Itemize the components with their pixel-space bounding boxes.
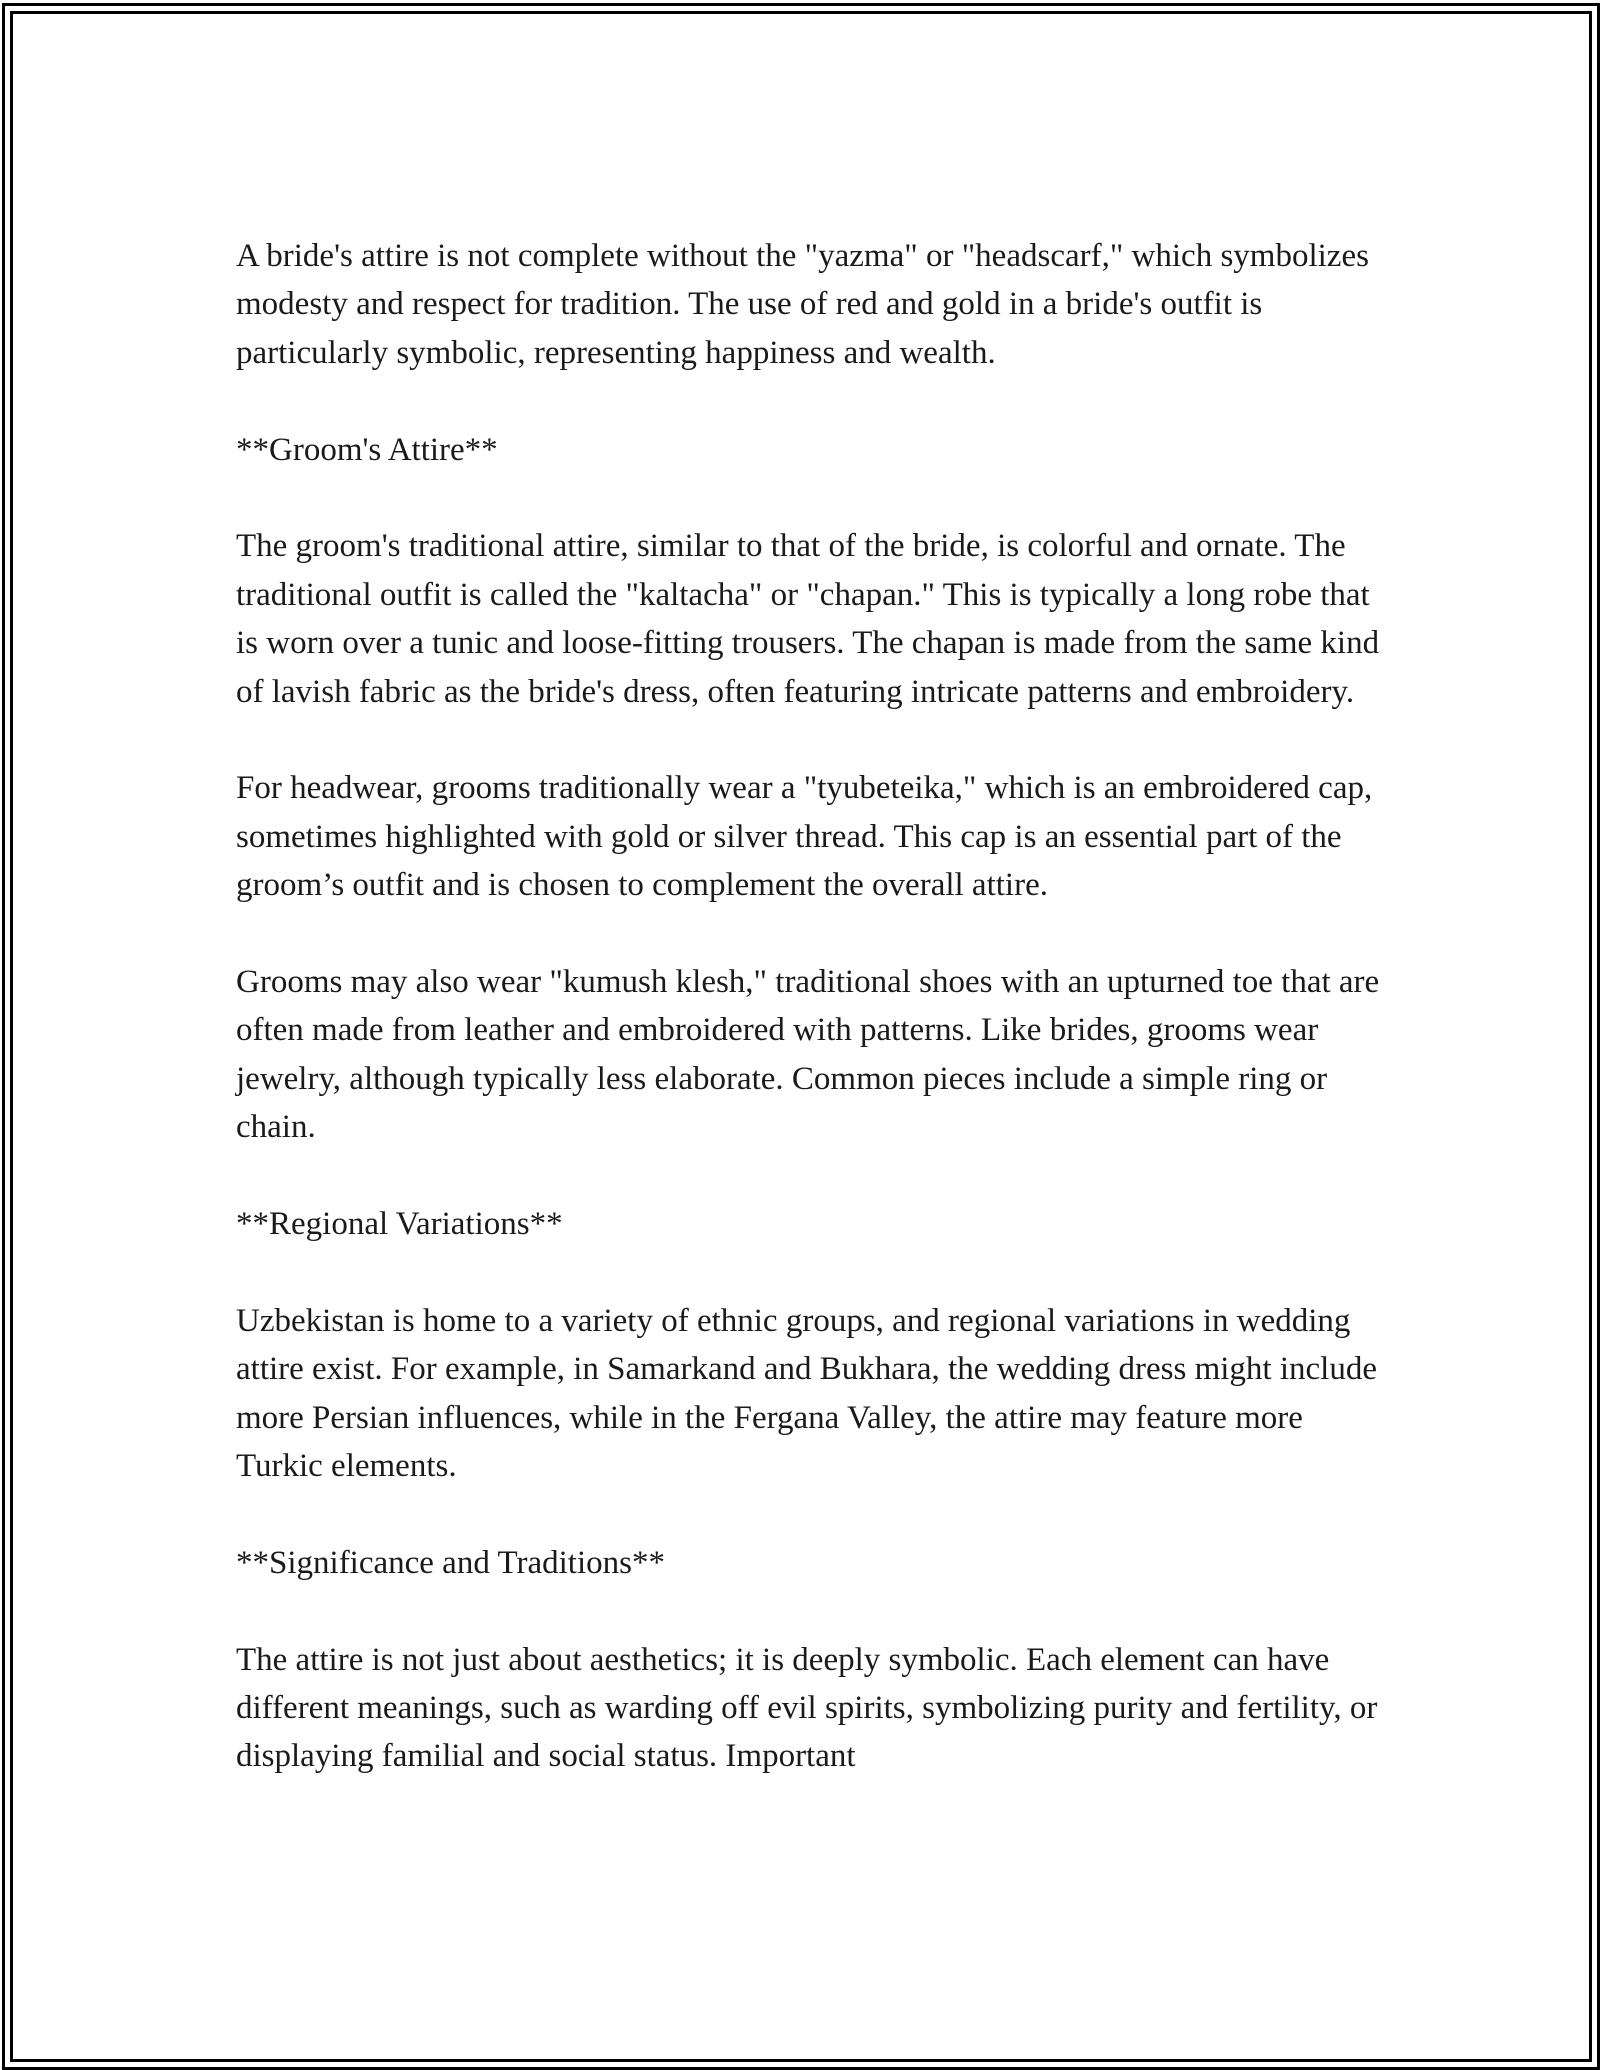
heading-grooms-attire: **Groom's Attire**: [236, 431, 498, 468]
heading-significance-traditions: **Significance and Traditions**: [236, 1544, 665, 1581]
heading-regional-variations: **Regional Variations**: [236, 1206, 563, 1243]
page-body: [236, 232, 1386, 1781]
paragraph-bride-headscarf: A bride's attire is not complete without the "yazma" or "headscarf," which symbolizes modesty and respect for tradition. The use of red and gold in a bride's outfit is particularly symbolic, representing happiness and wealth.: [236, 238, 1369, 371]
paragraph-groom-headwear: For headwear, grooms traditionally wear a "tyubeteika," which is an embroidered cap, sometimes highlighted with gold or silver thread. This cap is an essential part of the groom’s outfit and is chosen to complement the overall attire.: [236, 770, 1373, 904]
paragraph-groom-shoes-jewelry: Grooms may also wear "kumush klesh," traditional shoes with an upturned toe that are often made from leather and embroidered with patterns. Like brides, grooms wear jewelry, although typically less elaborate. Common pieces include a simple ring or chain.: [236, 964, 1380, 1146]
paragraph-regional-variations: Uzbekistan is home to a variety of ethnic groups, and regional variations in wedding attire exist. For example, in Samarkand and Bukhara, the wedding dress might include more Persian influences, while in the Fergana Valley, the attire may feature more Turkic elements.: [236, 1302, 1377, 1485]
paragraph-groom-outfit: The groom's traditional attire, similar to that of the bride, is colorful and ornate. The traditional outfit is called the "kaltacha" or "chapan." This is typically a long robe that is worn over a tunic and loose-fitting trousers. The chapan is made from the same kind of lavish fabric as the bride's dress, often featuring intricate patterns and embroidery.: [236, 528, 1380, 710]
paragraph-significance: The attire is not just about aesthetics; it is deeply symbolic. Each element can have different meanings, such as warding off evil spirits, symbolizing purity and fertility, or displaying familial and social status. Important: [236, 1641, 1378, 1775]
